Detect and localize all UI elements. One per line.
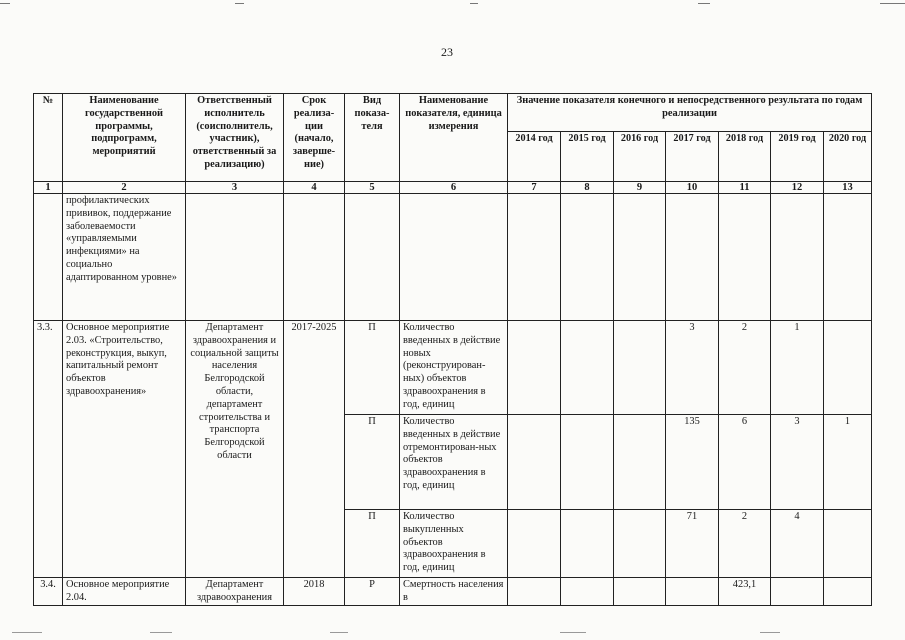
period: 2018 [284, 578, 345, 606]
header-indicator-name: Наименование показателя, единица измерения [400, 94, 508, 182]
indicator-type: П [345, 321, 400, 415]
header-indicator-type: Вид показа-теля [345, 94, 400, 182]
column-number: 1 [34, 182, 63, 194]
column-number: 12 [771, 182, 824, 194]
value-2020 [824, 510, 872, 578]
header-year-2017: 2017 год [666, 132, 719, 182]
value-2018: 2 [719, 321, 771, 415]
value-2015 [561, 321, 614, 415]
indicator-type: П [345, 415, 400, 510]
column-number: 3 [186, 182, 284, 194]
column-number: 9 [614, 182, 666, 194]
value-2019: 1 [771, 321, 824, 415]
column-number-row [34, 182, 872, 194]
scan-artifact-bottom [0, 628, 905, 640]
value-2014 [508, 578, 561, 606]
value-2014 [508, 415, 561, 510]
value-2015 [561, 415, 614, 510]
value-2020 [824, 321, 872, 415]
indicator-name: Количество выкупленных объектов здравоохранения в год, единиц [400, 510, 508, 578]
header-year-2014: 2014 год [508, 132, 561, 182]
header-year-2016: 2016 год [614, 132, 666, 182]
column-number: 2 [63, 182, 186, 194]
value-2017: 3 [666, 321, 719, 415]
header-number: № [34, 94, 63, 182]
value-2017: 71 [666, 510, 719, 578]
column-number: 7 [508, 182, 561, 194]
executor: Департамент здравоохранения и социальной защиты населения Белгородской области, департамент строительства и транспорта Белгородской области [186, 321, 284, 578]
value-2017 [666, 578, 719, 606]
value-2016 [614, 510, 666, 578]
indicators-table [33, 93, 872, 606]
header-executor: Ответственный исполнитель (соисполнитель, участник), ответственный за реализацию) [186, 94, 284, 182]
table-row [34, 321, 872, 415]
scan-artifact-top [0, 0, 905, 10]
column-number: 5 [345, 182, 400, 194]
value-2014 [508, 510, 561, 578]
row-number: 3.4. [34, 578, 63, 606]
indicator-type: П [345, 510, 400, 578]
header-period: Срок реализа-ции (начало, заверше-ние) [284, 94, 345, 182]
executor: Департамент здравоохранения [196, 579, 273, 603]
indicator-type: Р [345, 578, 400, 606]
indicator-name: Смертность населения в [403, 579, 504, 603]
value-2018: 2 [719, 510, 771, 578]
column-number: 10 [666, 182, 719, 194]
header-year-2015: 2015 год [561, 132, 614, 182]
header-years-title: Значение показателя конечного и непосредственного результата по годам реализации [508, 94, 872, 132]
program-name: Основное мероприятие 2.03. «Строительство, реконструкция, выкуп, капитальный ремонт объектов здравоохранения» [63, 321, 186, 578]
value-2020: 1 [824, 415, 872, 510]
header-year-2018: 2018 год [719, 132, 771, 182]
column-number: 11 [719, 182, 771, 194]
value-2019 [771, 578, 824, 606]
value-2016 [614, 578, 666, 606]
value-2015 [561, 578, 614, 606]
table-row-continuation [34, 194, 872, 321]
indicator-name: Количество введенных в действие отремонтирован-ных объектов здравоохранения в год, единиц [400, 415, 508, 510]
row-number: 3.3. [34, 321, 63, 578]
header-year-2019: 2019 год [771, 132, 824, 182]
value-2015 [561, 510, 614, 578]
page-number: 23 [441, 45, 453, 59]
header-year-2020: 2020 год [824, 132, 872, 182]
value-2019: 4 [771, 510, 824, 578]
header-program-name: Наименование государственной программы, подпрограмм, мероприятий [63, 94, 186, 182]
value-2018: 423,1 [719, 578, 771, 606]
column-number: 6 [400, 182, 508, 194]
value-2018: 6 [719, 415, 771, 510]
column-number: 13 [824, 182, 872, 194]
column-number: 8 [561, 182, 614, 194]
value-2017: 135 [666, 415, 719, 510]
value-2016 [614, 321, 666, 415]
value-2019: 3 [771, 415, 824, 510]
column-number: 4 [284, 182, 345, 194]
period: 2017-2025 [284, 321, 345, 578]
table-row [34, 578, 872, 606]
indicator-name: Количество введенных в действие новых (реконструирован-ных) объектов здравоохранения в год, единиц [400, 321, 508, 415]
value-2020 [824, 578, 872, 606]
program-name: Основное мероприятие 2.04. [66, 579, 170, 603]
program-name: профилактических прививок, поддержание заболеваемости «управляемыми инфекциями» на социально адаптированном уровне» [63, 194, 186, 321]
value-2016 [614, 415, 666, 510]
value-2014 [508, 321, 561, 415]
